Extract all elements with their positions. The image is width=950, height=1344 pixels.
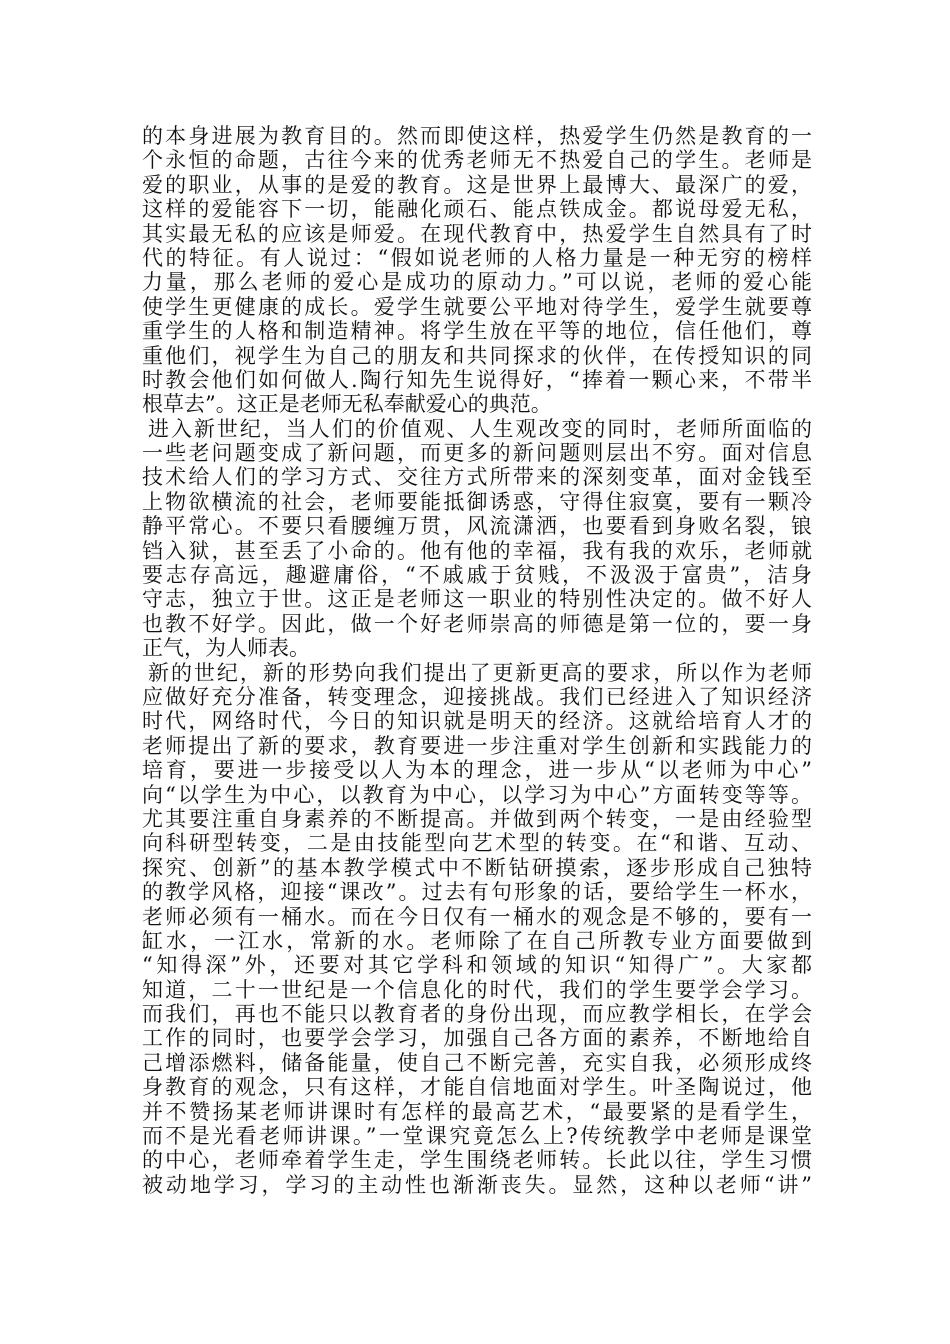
text-line: 时教会他们如何做人.陶行知先生说得好，“捧着一颗心来，不带半 bbox=[142, 367, 812, 392]
text-line: 力量，那么老师的爱心是成功的原动力。”可以说，老师的爱心能 bbox=[142, 270, 812, 295]
text-line: 技术给人们的学习方式、交往方式所带来的深刻变革，面对金钱至 bbox=[142, 465, 812, 490]
text-line: 这样的爱能容下一切，能融化顽石、能点铁成金。都说母爱无私， bbox=[142, 197, 812, 222]
text-line: 进入新世纪，当人们的价值观、人生观改变的同时，老师所面临的 bbox=[148, 416, 812, 441]
text-line: 上物欲横流的社会，老师要能抵御诱惑，守得住寂寞，要有一颗冷 bbox=[142, 489, 812, 514]
text-line: 根草去”。这正是老师无私奉献爱心的典范。 bbox=[142, 392, 552, 417]
text-line: 被动地学习，学习的主动性也渐渐丧失。显然，这种以老师“讲” bbox=[142, 1172, 812, 1197]
text-line: 身教育的观念，只有这样，才能自信地面对学生。叶圣陶说过，他 bbox=[142, 1075, 812, 1100]
text-line: 而我们，再也不能只以教育者的身份出现，而应教学相长，在学会 bbox=[142, 1002, 812, 1027]
text-line: 并不赞扬某老师讲课时有怎样的最高艺术，“最要紧的是看学生， bbox=[142, 1099, 812, 1124]
text-line: 一些老问题变成了新问题，而更多的新问题则层出不穷。面对信息 bbox=[142, 441, 812, 466]
text-line: 代的特征。有人说过：“假如说老师的人格力量是一种无穷的榜样 bbox=[142, 245, 812, 270]
text-line: 而不是光看老师讲课。”一堂课究竟怎么上?传统教学中老师是课堂 bbox=[142, 1124, 812, 1149]
text-line: 静平常心。不要只看腰缠万贯，风流潇洒，也要看到身败名裂，锒 bbox=[142, 514, 812, 539]
body-text bbox=[142, 124, 812, 1197]
text-line: 缸水，一江水，常新的水。老师除了在自己所教专业方面要做到 bbox=[142, 928, 812, 953]
text-line: 老师提出了新的要求，教育要进一步注重对学生创新和实践能力的 bbox=[142, 733, 812, 758]
text-line: 守志，独立于世。这正是老师这一职业的特别性决定的。做不好人 bbox=[142, 587, 812, 612]
text-line: 重学生的人格和制造精神。将学生放在平等的地位，信任他们，尊 bbox=[142, 319, 812, 344]
text-line: 新的世纪，新的形势向我们提出了更新更高的要求，所以作为老师 bbox=[148, 660, 812, 685]
text-line: 个永恒的命题，古往今来的优秀老师无不热爱自己的学生。老师是 bbox=[142, 148, 812, 173]
text-line: 也教不好学。因此，做一个好老师崇高的师德是第一位的，要一身 bbox=[142, 611, 812, 636]
text-line: 向“以学生为中心，以教育为中心，以学习为中心”方面转变等等。 bbox=[142, 782, 812, 807]
text-line: 的教学风格，迎接“课改”。过去有句形象的话，要给学生一杯水， bbox=[142, 880, 812, 905]
text-line: “知得深”外，还要对其它学科和领域的知识“知得广”。大家都 bbox=[142, 953, 812, 978]
text-line: 重他们，视学生为自己的朋友和共同探求的伙伴，在传授知识的同 bbox=[142, 343, 812, 368]
text-line: 向科研型转变，二是由技能型向艺术型的转变。在“和谐、互动、 bbox=[142, 831, 812, 856]
text-line: 探究、创新”的基本教学模式中不断钻研摸索，逐步形成自己独特 bbox=[142, 855, 812, 880]
text-line: 尤其要注重自身素养的不断提高。并做到两个转变，一是由经验型 bbox=[142, 806, 812, 831]
text-line: 铛入狱，甚至丢了小命的。他有他的幸福，我有我的欢乐，老师就 bbox=[142, 538, 812, 563]
text-line: 培育，要进一步接受以人为本的理念，进一步从“以老师为中心” bbox=[142, 758, 812, 783]
text-line: 的本身进展为教育目的。然而即使这样，热爱学生仍然是教育的一 bbox=[142, 124, 812, 148]
text-line: 使学生更健康的成长。爱学生就要公平地对待学生，爱学生就要尊 bbox=[142, 294, 812, 319]
text-line: 时代，网络时代，今日的知识就是明天的经济。这就给培育人才的 bbox=[142, 709, 812, 734]
text-line: 老师必须有一桶水。而在今日仅有一桶水的观念是不够的，要有一 bbox=[142, 904, 812, 929]
text-line: 己增添燃料，储备能量，使自己不断完善，充实自我，必须形成终 bbox=[142, 1050, 812, 1075]
text-line: 的中心，老师牵着学生走，学生围绕老师转。长此以往，学生习惯 bbox=[142, 1148, 812, 1173]
text-line: 工作的同时，也要学会学习，加强自己各方面的素养，不断地给自 bbox=[142, 1026, 812, 1051]
text-line: 其实最无私的应该是师爱。在现代教育中，热爱学生自然具有了时 bbox=[142, 221, 812, 246]
text-line: 爱的职业，从事的是爱的教育。这是世界上最博大、最深广的爱， bbox=[142, 172, 812, 197]
text-line: 应做好充分准备，转变理念，迎接挑战。我们已经进入了知识经济 bbox=[142, 684, 812, 709]
text-line: 正气，为人师表。 bbox=[142, 636, 310, 661]
text-line: 要志存高远，趣避庸俗，“不戚戚于贫贱，不汲汲于富贵”，洁身 bbox=[142, 563, 812, 588]
text-line: 知道，二十一世纪是一个信息化的时代，我们的学生要学会学习。 bbox=[142, 977, 812, 1002]
